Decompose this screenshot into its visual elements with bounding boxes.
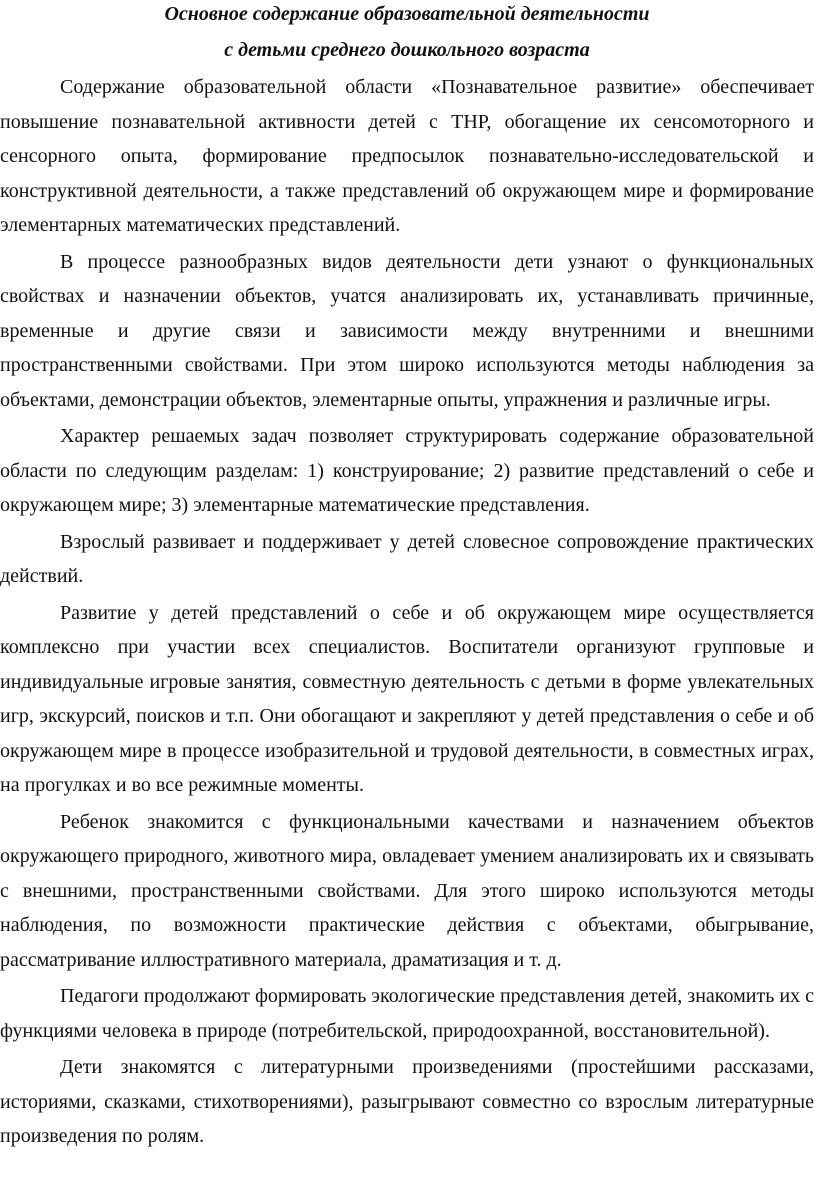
paragraph-6: Ребенок знакомится с функциональными качествами и назначением объектов окружающего природного, животного мира, овладевает умением анализировать их и связывать с внешними, пространственными свойствами. Для этого широко используются методы наблюдения, по возможности практические действия с объектами, обыгрывание, рассматривание иллюстративного материала, драматизация и т. д. bbox=[0, 810, 814, 971]
paragraph-2: В процессе разнообразных видов деятельности дети узнают о функциональных свойствах и назначении объектов, учатся анализировать их, устанавливать причинные, временные и другие связи и зависимости между внутренними и внешними пространственными свойствами. При этом широко используются методы наблюдения за объектами, демонстрации объектов, элементарные опыты, упражнения и различные игры. bbox=[0, 250, 814, 411]
document-title-line-1: Основное содержание образовательной деятельности bbox=[164, 3, 650, 25]
document-title-line-2: с детьми среднего дошкольного возраста bbox=[224, 39, 590, 61]
paragraph-7: Педагоги продолжают формировать экологические представления детей, знакомить их с функциями человека в природе (потребительской, природоохранной, восстановительной). bbox=[0, 985, 814, 1042]
paragraph-3: Характер решаемых задач позволяет структурировать содержание образовательной области по следующим разделам: 1) конструирование; 2) развитие представлений о себе и окружающем мире; 3) элементарные математические представления. bbox=[0, 425, 814, 516]
paragraph-5: Развитие у детей представлений о себе и об окружающем мире осуществляется комплексно при участии всех специалистов. Воспитатели организуют групповые и индивидуальные игровые занятия, совместную деятельность с детьми в форме увлекательных игр, экскурсий, поисков и т.п. Они обогащают и закрепляют у детей представления о себе и об окружающем мире в процессе изобразительной и трудовой деятельности, в совместных играх, на прогулках и во все режимные моменты. bbox=[0, 601, 814, 796]
paragraph-4: Взрослый развивает и поддерживает у детей словесное сопровождение практических действий. bbox=[0, 530, 814, 587]
paragraph-1: Содержание образовательной области «Познавательное развитие» обеспечивает повышение познавательной активности детей с ТНР, обогащение их сенсомоторного и сенсорного опыта, формирование предпосылок познавательно-исследовательской и конструктивной деятельности, а также представлений об окружающем мире и формирование элементарных математических представлений. bbox=[0, 76, 814, 236]
paragraph-8: Дети знакомятся с литературными произведениями (простейшими рассказами, историями, сказками, стихотворениями), разыгрывают совместно со взрослым литературные произведения по ролям. bbox=[0, 1056, 814, 1147]
